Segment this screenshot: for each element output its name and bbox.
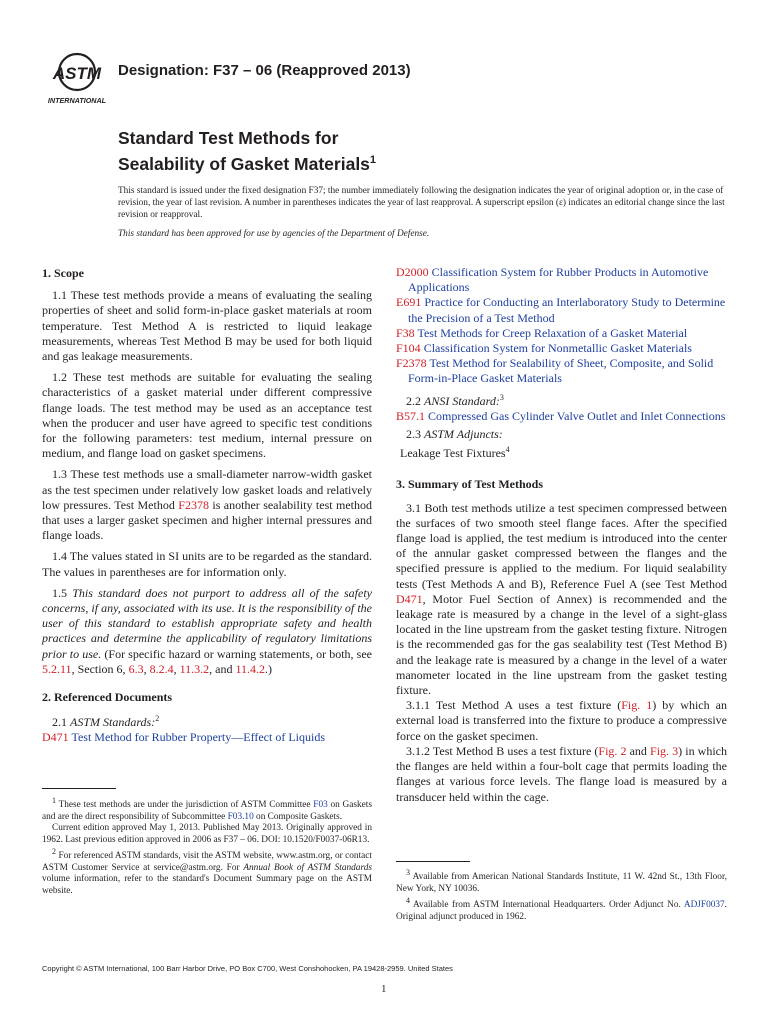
adjunct-item (396, 442, 727, 461)
para-3-1-1 (396, 698, 727, 744)
para-3-1-2 (396, 744, 727, 805)
ref-b57-1 (396, 409, 727, 424)
para-2-2-num: 2.2 (406, 393, 424, 408)
link-b57-1-title[interactable]: Compressed Gas Cylinder Valve Outlet and Inlet Connections (425, 408, 726, 423)
ref-title-link[interactable]: Classification System for Rubber Products in Automotive Applications (408, 265, 709, 295)
footnote-1-edition: Current edition approved May 1, 2013. Published May 2013. Originally approved in 1962. Last previous edition approved in 2006 as F37 – 06. DOI: 10.1520/F0037-06R13. (42, 823, 372, 845)
logo-subtext: INTERNATIONAL (47, 96, 107, 105)
designation-notice: This standard is issued under the fixed designation F37; the number immediately following the designation indicates the year of original adoption or, in the case of revision, the year of last revision. A number in parentheses indicates the year of last reapproval. A superscript epsilon (ε) indicates an editorial change since the last revision or reapproval. (118, 186, 725, 220)
link-d471-title[interactable]: Test Method for Rubber Property—Effect of Liquids (68, 730, 326, 745)
para-1-2: 1.2 These test methods are suitable for evaluating the sealing characteristics of a gasket material under different compressive flange loads. The test method may be used as an acceptance test when the producer and user have agreed to specific test conditions for the following parameters: test medium, internal pressure on medium, and flange load on gasket specimens. (42, 370, 372, 461)
para-1-5-text-f: , and (209, 661, 236, 676)
para-3-1-2-text-c: ) in which the flanges are held within a four-bolt cage that permits loading the flanges at various force levels. The flange load is measured by a transducer held within the cage. (396, 743, 727, 804)
references-list (396, 265, 727, 387)
footnote-2 (42, 846, 372, 897)
adjunct-text: Leakage Test Fixtures (400, 446, 506, 461)
ref-title-link[interactable]: Test Methods for Creep Relaxation of a Gasket Material (414, 325, 688, 340)
para-1-5-italic: This standard does not purport to address all of the safety concerns, if any, associated with its use. It is the responsibility of the user of this standard to establish appropriate safety and health practices and determine the applicability of regulatory limitations prior to use. (42, 585, 372, 661)
link-f03-10[interactable]: F03.10 (227, 811, 254, 822)
ref-item (396, 326, 727, 341)
para-1-3-text-a: 1.3 These test methods use a small-diameter narrow-width gasket as the test specimen under relatively low gasket loads and relatively low pressures. Test Method (42, 467, 372, 512)
footnote-1-text-a: These test methods are under the jurisdiction of ASTM Committee (56, 800, 314, 811)
footnote-1-text-b: on Gaskets and are the direct responsibility of Subcommittee (42, 800, 372, 822)
para-2-2-sup: 3 (499, 392, 504, 402)
astm-logo-icon (42, 50, 112, 106)
summary-heading: 3. Summary of Test Methods (396, 477, 544, 492)
para-2-1-num: 2.1 (52, 715, 70, 730)
para-2-3 (396, 427, 727, 442)
page-number: 1 (381, 983, 387, 995)
footnote-2-text-b: volume information, refer to the standard's Document Summary page on the ASTM website. (42, 874, 372, 896)
link-b57-1[interactable]: B57.1 (396, 408, 426, 423)
footnote-1-text-c: on Composite Gaskets. (253, 811, 343, 822)
ref-item (396, 265, 727, 295)
link-d471[interactable]: D471 (42, 730, 69, 745)
ref-code-link[interactable]: F38 (396, 325, 415, 340)
ref-item (396, 356, 727, 386)
ref-title-link[interactable]: Classification System for Nonmetallic Gasket Materials (420, 341, 692, 356)
ref-code-link[interactable]: F2378 (396, 356, 427, 371)
para-1-5-num: 1.5 (52, 585, 73, 600)
para-2-1-sup: 2 (155, 714, 160, 724)
footnote-rule-left (42, 788, 116, 789)
link-8-2-4[interactable]: 8.2.4 (149, 661, 174, 676)
adjunct-sup: 4 (505, 445, 510, 455)
para-1-3-text-b: is another sealability test method that uses a larger gasket specimen and higher internal pressures and flange loads. (42, 497, 372, 543)
title-line-1: Standard Test Methods for (118, 128, 339, 148)
para-3-1 (396, 501, 727, 699)
title-footnote-mark: 1 (369, 154, 377, 166)
footnote-3-text: Available from American National Standards Institute, 11 W. 42nd St., 13th Floor, New York, NY 10036. (396, 872, 727, 894)
para-2-1-label: ASTM Standards: (70, 715, 156, 730)
link-f03[interactable]: F03 (313, 800, 328, 811)
footnote-4 (396, 895, 727, 923)
footnote-3-sup: 3 (406, 868, 410, 877)
para-3-1-text-b: , Motor Fuel Section of Annex) is recommended and the leakage rate is measured by a change in the level of a sight-glass located in the line upstream from the gasket testing fixture. Nitrogen is the recommended gas for the gas sealability test (Test Method B) and the leakage rate is measured by a change in the level of a water manometer located in the line upstream from the gasket testing fixture. (396, 591, 727, 698)
footnote-3 (396, 867, 727, 895)
link-11-3-2[interactable]: 11.3.2 (179, 661, 210, 676)
footnote-2-italic: Annual Book of ASTM Standards (243, 862, 372, 873)
dod-approval-note: This standard has been approved for use by agencies of the Department of Defense. (118, 229, 430, 239)
link-11-4-2[interactable]: 11.4.2 (235, 661, 266, 676)
para-2-2-label: ANSI Standard: (424, 393, 500, 408)
ref-item (396, 295, 727, 325)
logo-text: ASTM (52, 64, 102, 83)
para-1-5-text-d: , (143, 661, 150, 676)
footnote-2-text-a: For referenced ASTM standards, visit the ASTM website, www.astm.org, or contact ASTM Customer Service at service@astm.org. For (42, 851, 372, 873)
para-3-1-2-text-b: and (626, 743, 651, 758)
link-fig-3[interactable]: Fig. 3 (650, 743, 679, 758)
link-5-2-11[interactable]: 5.2.11 (42, 661, 72, 676)
para-2-3-num: 2.3 (406, 427, 424, 442)
para-2-3-label: ASTM Adjuncts: (424, 427, 503, 442)
footnote-1-sup: 1 (52, 796, 56, 805)
footnote-rule-right (396, 861, 470, 862)
para-1-5-text-e: , (173, 661, 180, 676)
footnotes-right (396, 867, 727, 923)
para-1-5-text-b: (For specific hazard or warning statements, or both, see (101, 646, 372, 661)
link-6-3[interactable]: 6.3 (128, 661, 144, 676)
footnote-4-text-b: . Original adjunct produced in 1962. (396, 900, 727, 922)
astm-logo (42, 50, 112, 106)
para-1-5 (42, 586, 372, 677)
para-1-5-text-c: , Section 6, (71, 661, 129, 676)
para-1-1: 1.1 These test methods provide a means of evaluating the sealing properties of sheet and solid form-in-place gasket materials at room temperature. Test Method A is restricted to liquid leakage measurements, whereas Test Method B may be used for both liquid and gas leakage measurements. (42, 288, 372, 364)
title-line-2-text: Sealability of Gasket Materials (118, 153, 370, 174)
ref-title-link[interactable]: Practice for Conducting an Interlaboratory Study to Determine the Precision of a Test Method (408, 295, 726, 325)
designation: Designation: F37 – 06 (Reapproved 2013) (118, 62, 411, 79)
para-2-2 (396, 390, 727, 409)
left-column (42, 266, 372, 746)
ref-code-link[interactable]: D2000 (396, 265, 429, 279)
para-3-1-1-text-a: 3.1.1 Test Method A uses a test fixture ( (406, 698, 622, 713)
footnote-1 (42, 795, 372, 823)
para-3-1-2-text-a: 3.1.2 Test Method B uses a test fixture ( (406, 743, 599, 758)
ref-item (396, 341, 727, 356)
copyright-footer: Copyright © ASTM International, 100 Barr Harbor Drive, PO Box C700, West Conshohocken, PA 19428-2959. United States (42, 964, 453, 973)
right-column (396, 265, 727, 805)
link-fig-2[interactable]: Fig. 2 (598, 743, 627, 758)
referenced-documents-heading: 2. Referenced Documents (42, 690, 173, 705)
para-3-1-text-a: 3.1 Both test methods utilize a test specimen compressed between the surfaces of two smooth steel flange faces. After the specified flange load is applied, the test medium is introduced into the center of the annular gasket compressed between the flanges and the specified pressure is applied to the medium. For liquid sealability tests (Test Methods A and B), Reference Fuel A (see Test Method (396, 500, 727, 591)
para-1-5-text-g: .) (265, 661, 273, 676)
para-2-1 (42, 711, 372, 730)
footnote-4-text-a: Available from ASTM International Headquarters. Order Adjunct No. (410, 900, 684, 911)
para-1-3 (42, 467, 372, 543)
footnote-2-sup: 2 (52, 847, 56, 857)
link-f2378[interactable]: F2378 (178, 497, 209, 512)
footnote-4-sup: 4 (406, 896, 410, 906)
link-adjf0037[interactable]: ADJF0037 (683, 900, 725, 911)
document-title (118, 127, 376, 175)
ref-code-link[interactable]: F104 (396, 341, 421, 356)
ref-d471 (42, 730, 372, 745)
title-line-2 (118, 149, 376, 175)
link-fig-1[interactable]: Fig. 1 (621, 698, 653, 713)
para-1-4: 1.4 The values stated in SI units are to be regarded as the standard. The values in parentheses are for information only. (42, 549, 373, 579)
link-d471-summary[interactable]: D471 (396, 591, 423, 606)
ref-title-link[interactable]: Test Method for Sealability of Sheet, Composite, and Solid Form-in-Place Gasket Materials (408, 356, 714, 386)
para-3-1-1-text-b: ) by which an external load is transferred into the fixture to produce a compressive force on the gasket specimen. (396, 698, 727, 743)
scope-heading: 1. Scope (42, 266, 84, 280)
ref-code-link[interactable]: E691 (396, 295, 422, 310)
footnotes-left (42, 795, 372, 897)
